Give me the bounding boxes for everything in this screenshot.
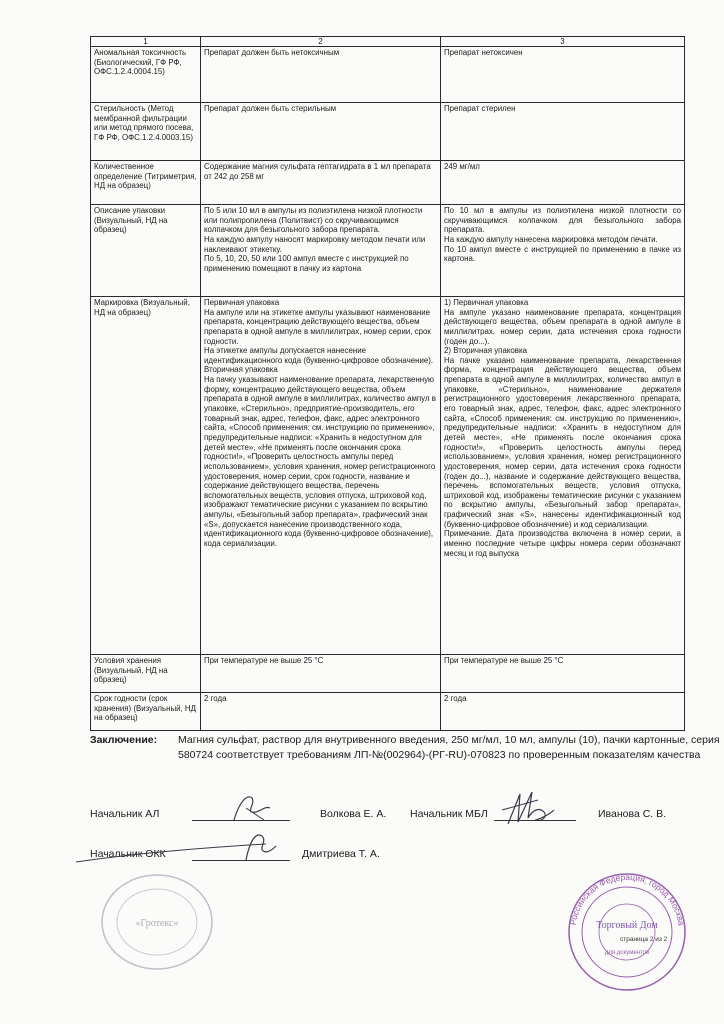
table-row bbox=[91, 297, 685, 655]
result-cell bbox=[441, 655, 685, 693]
result-text: 2 года bbox=[444, 694, 467, 703]
result-cell bbox=[441, 103, 685, 161]
table-row bbox=[91, 103, 685, 161]
requirement-cell bbox=[201, 655, 441, 693]
result-text: При температуре не выше 25 °С bbox=[444, 656, 564, 665]
requirement-cell bbox=[201, 103, 441, 161]
requirement-cell bbox=[201, 297, 441, 655]
result-text: 249 мг/мл bbox=[444, 162, 480, 171]
parameter-name: Количественное определение (Титриметрия, НД на образец) bbox=[94, 162, 197, 191]
mbl-head-title: Начальник МБЛ bbox=[410, 808, 488, 820]
conclusion-text: Магния сульфат, раствор для внутривенного введения, 250 мг/мл, 10 мл, ампулы (10), пачки картонные, серия 580724 соответствует требованиям ЛП-№(002964)-(РГ-RU)-070823 по проверенным показателям качества bbox=[178, 734, 720, 761]
parameter-name: Аномальная токсичность (Биологический, ГФ РФ, ОФС.1.2.4.0004.15) bbox=[94, 48, 187, 77]
result-cell bbox=[441, 205, 685, 297]
requirement-text: По 5 или 10 мл в ампулы из полиэтилена низкой плотности или полипропилена (Политвист) со скручивающимся колпачком для безыгольного забора препарата. На каждую ампулу наносят маркировку методом печати или наклеивают этикетку. По 5, 10, 20, 50 или 100 ампул вместе с инструкцией по применению помещают в пачку из картона bbox=[204, 206, 426, 273]
parameter-name: Условия хранения (Визуальный, НД на образец) bbox=[94, 656, 168, 685]
parameter-cell bbox=[91, 161, 201, 205]
table-row bbox=[91, 205, 685, 297]
result-text: Препарат стерилен bbox=[444, 104, 516, 113]
al-signature bbox=[226, 790, 276, 826]
requirement-cell bbox=[201, 47, 441, 103]
table-header-row bbox=[91, 37, 685, 47]
parameter-cell bbox=[91, 655, 201, 693]
requirement-cell bbox=[201, 693, 441, 731]
parameter-cell bbox=[91, 693, 201, 731]
mbl-signature bbox=[498, 788, 558, 828]
parameter-cell bbox=[91, 205, 201, 297]
right-stamp-small-text: для документов bbox=[604, 950, 650, 956]
okk-head-title: Начальник ОКК bbox=[90, 848, 166, 860]
requirement-text: Препарат должен быть нетоксичным bbox=[204, 48, 340, 57]
left-stamp-center-text: «Гротекс» bbox=[135, 918, 179, 929]
svg-text:Российская Федерация, город Мо bbox=[567, 872, 686, 926]
column-number: 3 bbox=[441, 37, 685, 47]
okk-signature bbox=[70, 826, 280, 868]
parameter-cell bbox=[91, 103, 201, 161]
parameter-name: Срок годности (срок хранения) (Визуальный, НД на образец) bbox=[94, 694, 196, 723]
parameter-name: Описание упаковки (Визуальный, НД на образец) bbox=[94, 206, 168, 235]
right-stamp-ring-text: Российская Федерация, город Москва bbox=[567, 871, 687, 927]
requirement-cell bbox=[201, 205, 441, 297]
requirement-text: Препарат должен быть стерильным bbox=[204, 104, 337, 113]
conclusion-label: Заключение: bbox=[90, 734, 158, 746]
column-number: 2 bbox=[201, 37, 441, 47]
table-row bbox=[91, 161, 685, 205]
table-row bbox=[91, 655, 685, 693]
result-text: Препарат нетоксичен bbox=[444, 48, 523, 57]
okk-head-name: Дмитриева Т. А. bbox=[302, 848, 380, 860]
right-stamp-center-text: Торговый Дом bbox=[596, 920, 658, 931]
table-row bbox=[91, 693, 685, 731]
result-cell bbox=[441, 161, 685, 205]
requirement-cell bbox=[201, 161, 441, 205]
table-row bbox=[91, 47, 685, 103]
result-text: По 10 мл в ампулы из полиэтилена низкой плотности со скручивающимся колпачком для безыгольного забора препарата. На каждую ампулу нанесена маркировка методом печати. По 10 ампул вместе с инструкцией по применению в пачке из картона. bbox=[444, 206, 681, 264]
result-cell bbox=[441, 297, 685, 655]
requirement-text: При температуре не выше 25 °С bbox=[204, 656, 324, 665]
page-number: страница 2 из 2 bbox=[620, 936, 668, 943]
column-number: 1 bbox=[91, 37, 201, 47]
requirement-text: Первичная упаковка На ампуле или на этикетке ампулы указывают наименование препарата, концентрацию действующего вещества, объем препарата в одной ампуле в миллилитрах, номер серии, срок годности. На этикетке ампулы допускается нанесение идентификационного кода (буквенно-цифровое обозначение). Вторичная упаковка На пачку указывают наименование препарата, лекарственную форму, концентрацию действующего вещества, объем препарата в одной ампуле в миллилитрах, количество ампул в упаковке, «Стерильно», предприятие-производитель, его товарный знак, адрес, телефон, факс, адрес электронного сайта, «Способ применения: см. инструкцию по применению», предупредительные надписи: «Хранить в недоступном для детей месте», «Не применять после окончания срока годности!», «Проверить целостность ампулы перед использованием», условия хранения, номер регистрационного удостоверения, номер серии, срок годности, название и содержание действующего вещества, перечень вспомогательных веществ, условия отпуска, штриховой код, изображают тематические рисунки с указанием по вскрытию ампулы, «Безыгольный забор препарата», графический знак «S», допускается нанесение производственного кода, идентификационного кода (буквенно-цифровое обозначение), кода сериализации. bbox=[204, 298, 436, 549]
result-cell bbox=[441, 693, 685, 731]
requirement-text: 2 года bbox=[204, 694, 227, 703]
al-head-name: Волкова Е. А. bbox=[320, 808, 387, 820]
requirement-text: Содержание магния сульфата гептагидрата в 1 мл препарата от 242 до 258 мг bbox=[204, 162, 431, 181]
quality-spec-table bbox=[90, 36, 685, 731]
parameter-name: Маркировка (Визуальный, НД на образец) bbox=[94, 298, 190, 317]
left-company-stamp bbox=[98, 872, 216, 972]
al-head-title: Начальник АЛ bbox=[90, 808, 160, 820]
parameter-name: Стерильность (Метод мембранной фильтрации или метод прямого посева, ГФ РФ, ОФС.1.2.4.0003.15) bbox=[94, 104, 194, 142]
parameter-cell bbox=[91, 297, 201, 655]
right-round-stamp bbox=[562, 870, 692, 994]
parameter-cell bbox=[91, 47, 201, 103]
result-cell bbox=[441, 47, 685, 103]
result-text: 1) Первичная упаковка На ампуле указано наименование препарата, концентрация действующего вещества, объем препарата в одной ампуле в миллилитрах, номер серии, дата истечения срока годности (годен до...). 2) Вторичная упаковка На пачке указано наименование препарата, лекарственная форма, концентрация действующего вещества, объем препарата в одной ампуле в миллилитрах, количество ампул в упаковке, «Стерильно», наименование держателя регистрационного удостоверения лекарственного препарата, его товарный знак, адрес, телефон, факс, адрес электронного сайта, «Способ применения: см. инструкцию по применению», предупредительные надписи: «Хранить в недоступном для детей месте», «Не применять после окончания срока годности!», «Проверить целостность ампулы перед использованием», условия хранения, номер регистрационного удостоверения, номер серии, дата истечения срока годности (годен до...), название и содержание действующего вещества, перечень вспомогательных веществ, условия отпуска, штриховой код, изображены тематические рисунки с указанием по вскрытию ампулы, «Безыгольный забор препарата», графический знак «S», нанесены идентификационный код (буквенно-цифровое обозначение) и код сериализации. Примечание. Дата производства включена в номер серии, а именно последние четыре цифры номера серии обозначают месяц и год выпуска bbox=[444, 298, 681, 558]
mbl-head-name: Иванова С. В. bbox=[598, 808, 667, 820]
